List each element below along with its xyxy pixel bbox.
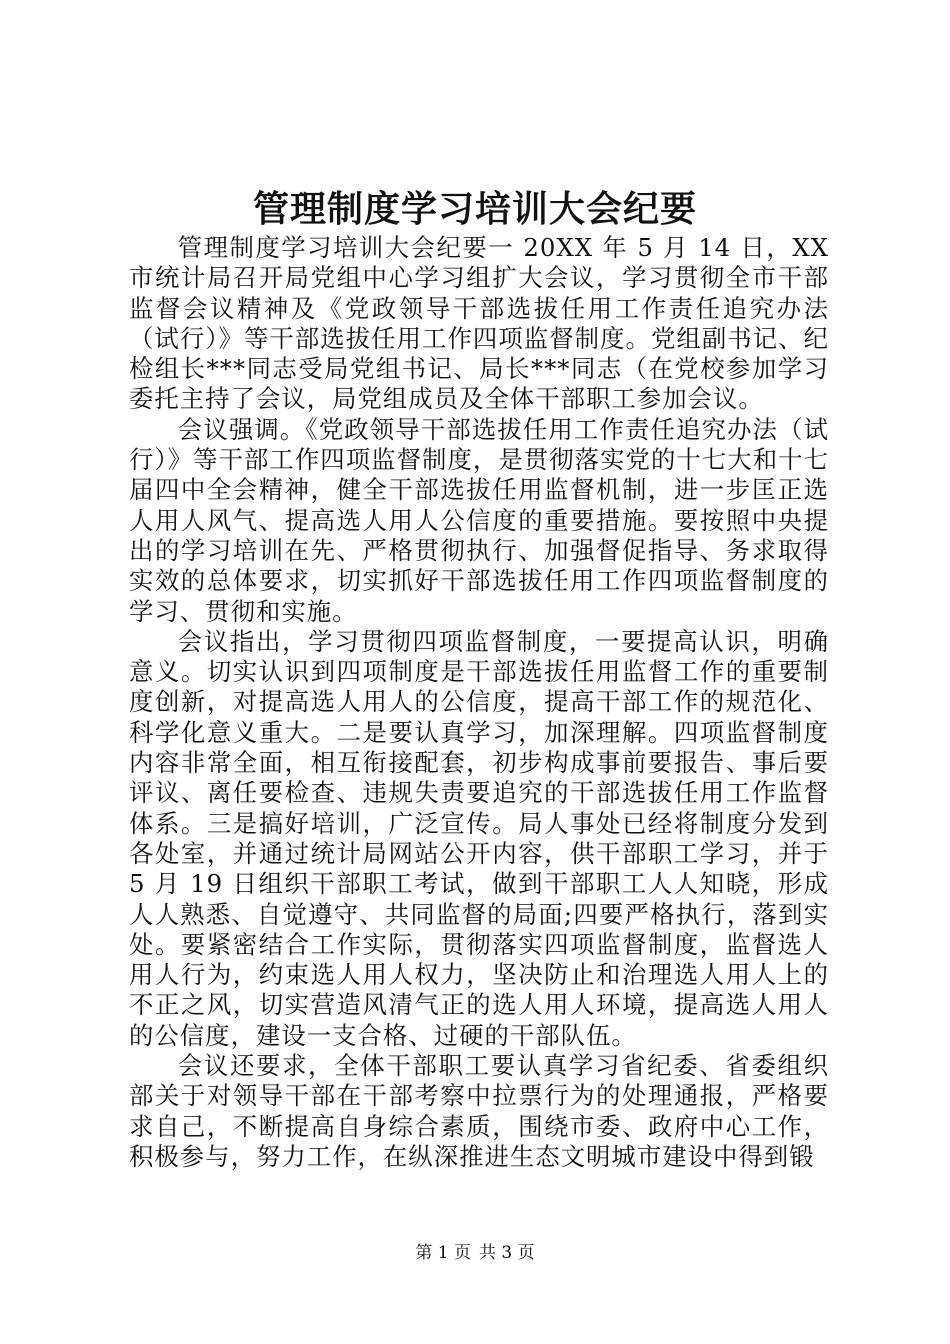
page-title: 管理制度学习培训大会纪要 [252, 188, 697, 231]
paragraph-2: 会议强调。《党政领导干部选拔任用工作责任追究办法（试行）》等干部工作四项监督制度，是贯彻落实党的十七大和十七届四中全会精神，健全干部选拔任用监督机制，进一步匡正选人用人风气、提高选人用人公信度的重要措施。要按照中央提出的学习培训在先、严格贯彻执行、加强督促指导、务求取得实效的总体要求，切实抓好干部选拔任用工作四项监督制度的学习、贯彻和实施。 [129, 414, 829, 626]
paragraph-4: 会议还要求，全体干部职工要认真学习省纪委、省委组织部关于对领导干部在干部考察中拉票行为的处理通报，严格要求自己，不断提高自身综合素质，围绕市委、政府中心工作，积极参与，努力工作，在纵深推进生态文明城市建设中得到锻 [129, 1051, 829, 1171]
document-body [129, 233, 829, 1172]
page-number: 第 1 页 [415, 1243, 471, 1263]
paragraph-3: 会议指出，学习贯彻四项监督制度，一要提高认识，明确意义。切实认识到四项制度是干部选拔任用监督工作的重要制度创新，对提高选人用人的公信度，提高干部工作的规范化、科学化意义重大。二是要认真学习，加深理解。四项监督制度内容非常全面，相互衔接配套，初步构成事前要报告、事后要评议、离任要检查、违规失责要追究的干部选拔任用工作监督体系。三是搞好培训，广泛宣传。局人事处已经将制度分发到各处室，并通过统计局网站公开内容，供干部职工学习，并于 5 月 19 日组织干部职工考试，做到干部职工人人知晓，形成人人熟悉、自觉遵守、共同监督的局面;四要严格执行，落到实处。要紧密结合工作实际，贯彻落实四项监督制度，监督选人用人行为，约束选人用人权力，坚决防止和治理选人用人上的不正之风，切实营造风清气正的选人用人环境，提高选人用人的公信度，建设一支合格、过硬的干部队伍。 [129, 626, 829, 1050]
page-total: 共 3 页 [479, 1243, 535, 1263]
paragraph-1: 管理制度学习培训大会纪要一 20XX 年 5 月 14 日，XX 市统计局召开局党组中心学习组扩大会议，学习贯彻全市干部监督会议精神及《党政领导干部选拔任用工作责任追究办法（试行）》等干部选拔任用工作四项监督制度。党组副书记、纪检组长***同志受局党组书记、局长***同志（在党校参加学习委托主持了会议，局党组成员及全体干部职工参加会议。 [129, 233, 829, 414]
page-footer [0, 1242, 950, 1264]
